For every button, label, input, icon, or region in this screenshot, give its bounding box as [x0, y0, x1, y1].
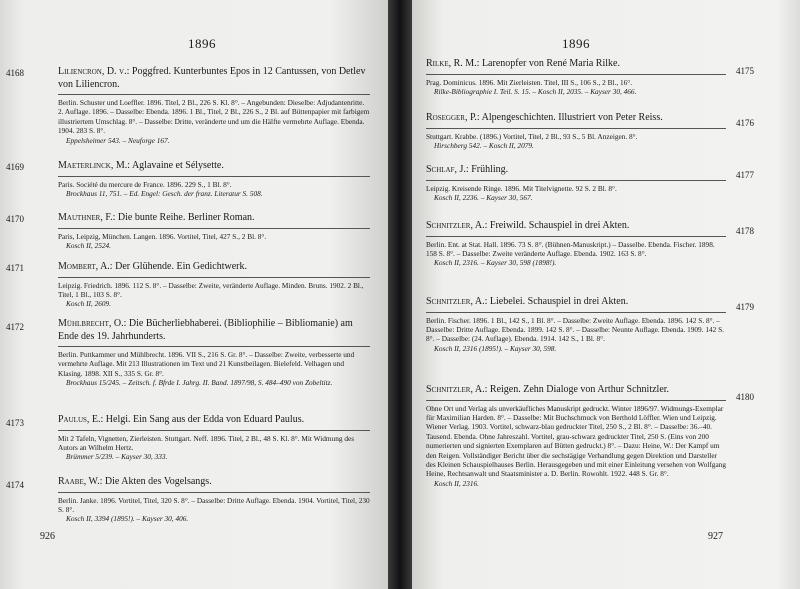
entry-title: Reigen. Zehn Dialoge von Arthur Schnitzler.	[489, 384, 670, 395]
entry-references: Kosch II, 2609.	[66, 299, 111, 309]
entry-body: Stuttgart. Krabbe. (1896.) Vortitel, Titel, 2 Bl., 93 S., 5 Bl. Anzeigen. 8°.	[426, 131, 638, 141]
entry-references: Eppelsheimer 543. – Neuforge 167.	[66, 135, 170, 145]
entry-title: Poggfred. Kunterbuntes Epos in 12 Cantussen, von Detlev von Liliencron.	[58, 66, 366, 90]
entry-body: Berlin. Ent. at Stat. Hall. 1896. 73 S. 8°. (Bühnen-Manuskript.) – Dasselbe. Ebenda. Fischer. 1898. 158 S. 8°. – Dasselbe: Zweite veränderte Auflage. Ebenda. 1902. 163 S. 8°.	[426, 239, 715, 258]
entry-body: Leipzig. Kreisende Ringe. 1896. Mit Titelvignette. 92 S. 2 Bl. 8°.	[426, 183, 617, 193]
entry-author: Rilke, R. M.:	[426, 58, 480, 69]
entry-references: Kosch II, 2316.	[434, 478, 479, 488]
entry-title: Die bunte Reihe. Berliner Roman.	[117, 212, 255, 223]
bibliography-entry	[426, 164, 726, 202]
entry-number: 4178	[736, 226, 754, 236]
entry-author: Raabe, W.:	[58, 476, 103, 487]
left-page	[0, 0, 388, 589]
entry-body: Paris. Société du mercure de France. 1896. 229 S., 1 Bl. 8°.	[58, 179, 232, 189]
entry-author: Schnitzler, A.:	[426, 384, 488, 395]
entry-heading	[58, 318, 370, 347]
bibliography-entry	[426, 112, 726, 150]
entry-number: 4177	[736, 170, 754, 180]
entry-body: Berlin. Schuster und Loeffler. 1896. Titel, 2 Bl., 226 S. Kl. 8°. – Angebunden: Dieselbe: Adjudantenritte. 2. Auflage. 1896. – Dasselbe: Ebenda. 1896. 1 Bl., Titel, 2 Bl., 226 S., 2 Bl. auf Büttenpapier mit farbigem illustriertem Umschlag. 8°. – Dasselbe: Dritte, veränderte und um die Hälfte vermehrte Auflage. Ebenda. 1904. 283 S. 8°.	[58, 98, 370, 136]
bibliography-entry	[426, 384, 726, 488]
entry-heading	[426, 164, 726, 181]
entry-heading	[426, 58, 726, 75]
entry-heading	[58, 414, 370, 431]
bibliography-entry	[58, 318, 370, 388]
entry-author: Schnitzler, A.:	[426, 296, 488, 307]
right-page	[412, 0, 800, 589]
entry-title: Liebelei. Schauspiel in drei Akten.	[489, 296, 629, 307]
entry-body: Mit 2 Tafeln, Vignetten, Zierleisten. Stuttgart. Neff. 1896. Titel, 2 Bl., 48 S. Kl. 8°. Mit Widmung des Autors an Wilhelm Hertz.	[58, 433, 355, 452]
entry-number: 4176	[736, 118, 754, 128]
page-year-header: 1896	[188, 36, 216, 51]
entry-author: Mombert, A.:	[58, 261, 113, 272]
entry-number: 4168	[6, 68, 24, 78]
entry-number: 4171	[6, 263, 24, 273]
bibliography-entry	[58, 414, 370, 462]
entry-references: Kosch II, 2316 (1895!). – Kayser 30, 598.	[434, 343, 557, 353]
entry-author: Maeterlinck, M.:	[58, 160, 130, 171]
entry-author: Schlaf, J.:	[426, 164, 469, 175]
entry-references: Kosch II, 2316. – Kayser 30, 598 (1898!).	[434, 258, 557, 268]
bibliography-entry	[58, 66, 370, 145]
entry-number: 4175	[736, 66, 754, 76]
entry-number: 4169	[6, 162, 24, 172]
bibliography-entry	[426, 58, 726, 96]
entry-title: Helgi. Ein Sang aus der Edda von Eduard Paulus.	[105, 414, 305, 425]
entry-body: Paris, Leipzig, München. Langen. 1896. Vortitel, Titel, 427 S., 2 Bl. 8°.	[58, 231, 267, 241]
bibliography-entry	[58, 160, 370, 198]
entry-number: 4179	[736, 302, 754, 312]
entry-references: Brockhaus 15/245. – Zeitsch. f. Bfrde I. Jahrg. II. Band. 1897/98, S. 484–490 von Zobeltitz.	[66, 378, 333, 388]
entry-body: Ohne Ort und Verlag als unverkäufliches Manuskript gedruckt. Winter 1896/97. Widmungs-Exemplar für Maximilian Harden. 8°. – Dasselbe: Mit Buchschmuck von Berthold Löffler. Wien und Leipzig. Wiener Verlag. 1903. Vortitel, schwarz-blau gedruckter Titel, 250 S., 2 Bl. 8°. – Dasselbe: 36.–40. Tausend. Ebenda. Ohne Jahreszahl. Vortitel, grau-schwarz gedruckter Titel, 250 S. (Eins von 200 numerierten und signierten Exemplaren auf Bütten gedruckt.) 8°. – Dazu: Heine, W.: Der Kampf um den Reigen. Vollständiger Bericht über die sechstägige Verhandlung gegen Direktion und Darsteller des Kleinen Schauspielhauses Berlin. Herausgegeben und mit einer Einleitung versehen von Wolfgang Heine, Rechtsanwalt und Staatsminister a. D. Berlin. Rowohlt. 1922. 448 S. Gr. 8°.	[426, 403, 726, 479]
entry-author: Mauthner, F.:	[58, 212, 116, 223]
entry-heading	[58, 212, 370, 229]
page-year-header: 1896	[562, 36, 590, 51]
entry-heading	[426, 296, 726, 313]
entry-heading	[58, 261, 370, 278]
entry-title: Die Akten des Vogelsangs.	[104, 476, 212, 487]
entry-body: Berlin. Puttkammer und Mühlbrecht. 1896. VII S., 216 S. Gr. 8°. – Dasselbe: Zweite, verbesserte und vermehrte Auflage. Mit 213 Illustrationen im Text und 21 Kunstbeilagen. Bielefeld. Velhagen und Klasing. 1898. XII S., 335 S. Gr. 8°.	[58, 350, 355, 378]
entry-title: Freiwild. Schauspiel in drei Akten.	[489, 220, 630, 231]
entry-number: 4172	[6, 322, 24, 332]
bibliography-entry	[58, 261, 370, 309]
entry-references: Brümmer 5/239. – Kayser 30, 333.	[66, 452, 168, 462]
entry-heading	[58, 476, 370, 493]
entry-heading	[426, 220, 726, 237]
entry-title: Die Bücherliebhaberei. (Bibliophilie – Bibliomanie) am Ende des 19. Jahrhunderts.	[58, 318, 353, 342]
entry-number: 4180	[736, 392, 754, 402]
bibliography-entry	[58, 212, 370, 250]
entry-references: Brockhaus 11, 751. – Ed. Engel: Gesch. der franz. Literatur S. 508.	[66, 188, 263, 198]
page-number: 927	[708, 531, 723, 542]
entry-title: Aglavaine et Sélysette.	[131, 160, 224, 171]
entry-references: Kosch II, 2236. – Kayser 30, 567.	[434, 192, 533, 202]
entry-references: Hirschberg 542. – Kosch II, 2079.	[434, 140, 534, 150]
page-number: 926	[40, 531, 55, 542]
entry-title: Der Glühende. Ein Gedichtwerk.	[115, 261, 247, 272]
entry-heading	[426, 384, 726, 401]
entry-heading	[426, 112, 726, 129]
entry-author: Liliencron, D. v.:	[58, 66, 130, 77]
entry-body: Leipzig. Friedrich. 1896. 112 S. 8°. – Dasselbe: Zweite, veränderte Auflage. Minden. Bruns. 1902. 2 Bl., Titel, 1 Bl., 103 S. 8°.	[58, 280, 364, 299]
entry-author: Mühlbrecht, O.:	[58, 318, 127, 329]
entry-heading	[58, 66, 370, 95]
book-gutter	[388, 0, 412, 589]
bibliography-entry	[426, 220, 726, 268]
entry-number: 4174	[6, 480, 24, 490]
bibliography-entry	[58, 476, 370, 524]
entry-number: 4173	[6, 418, 24, 428]
entry-heading	[58, 160, 370, 177]
entry-author: Rosegger, P.:	[426, 112, 480, 123]
entry-number: 4170	[6, 214, 24, 224]
entry-body: Prag. Dominicus. 1896. Mit Zierleisten. Titel, III S., 106 S., 2 Bl., 16°.	[426, 77, 633, 87]
entry-title: Larenopfer von René Maria Rilke.	[481, 58, 620, 69]
bibliography-entry	[426, 296, 726, 353]
entry-title: Alpengeschichten. Illustriert von Peter Reiss.	[481, 112, 663, 123]
entry-references: Kosch II, 2524.	[66, 240, 111, 250]
entry-body: Berlin. Janke. 1896. Vortitel, Titel, 320 S. 8°. – Dasselbe: Dritte Auflage. Ebenda. 1904. Vortitel, Titel, 230 S. 8°.	[58, 495, 370, 514]
entry-title: Frühling.	[471, 164, 509, 175]
entry-references: Kosch II, 3394 (1895!). – Kayser 30, 406.	[66, 514, 189, 524]
entry-body: Berlin. Fischer. 1896. 1 Bl., 142 S., 1 Bl. 8°. – Dasselbe: Zweite Auflage. Ebenda. 1896. 142 S. 8°. – Dasselbe: Dritte Auflage. Ebenda. 1899. 142 S. 8°. – Dasselbe: Neunte Auflage. Ebenda. 1909. 142 S. 8°. – Dasselbe: (24. Auflage). Ebenda. 1914. 142 S., 1 Bl. 8°.	[426, 315, 724, 344]
entry-references: Rilke-Bibliographie I. Teil. S. 15. – Kosch II, 2035. – Kayser 30, 466.	[434, 86, 637, 96]
entry-author: Schnitzler, A.:	[426, 220, 488, 231]
entry-author: Paulus, E.:	[58, 414, 104, 425]
